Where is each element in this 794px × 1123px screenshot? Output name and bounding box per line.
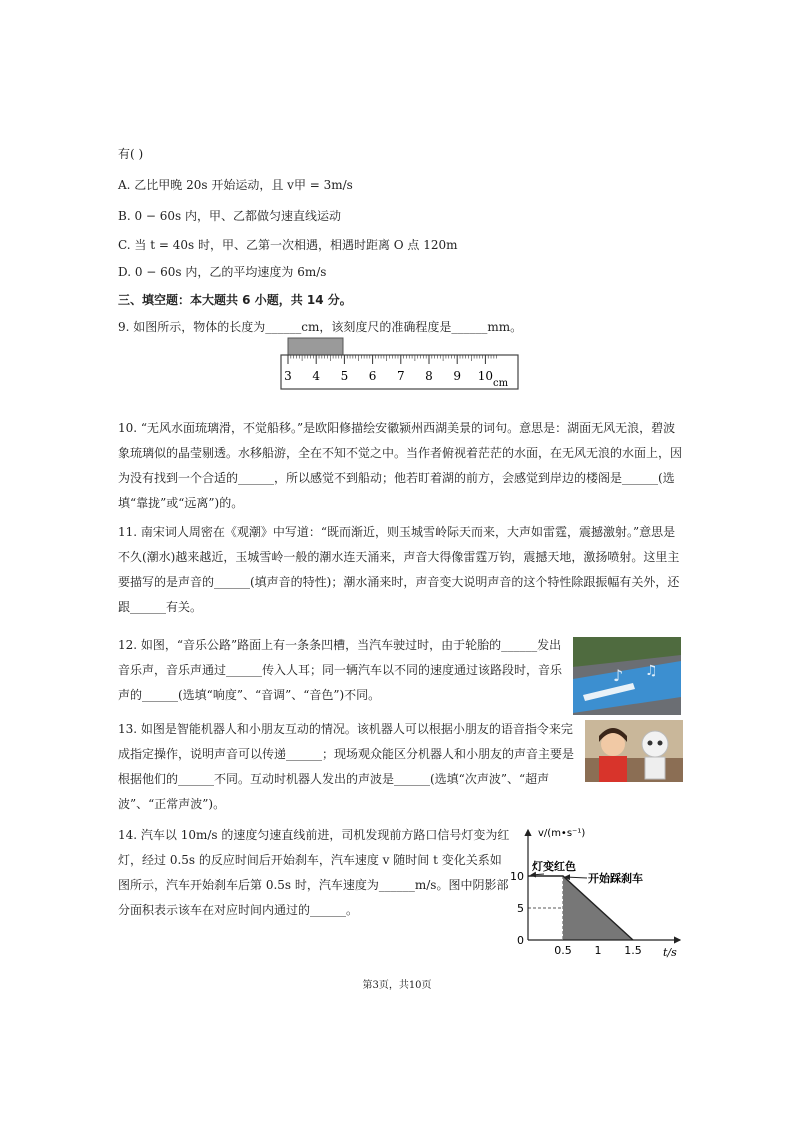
x-axis-label: t/s [663,946,677,959]
svg-text:♫: ♫ [645,663,658,679]
ruler-tick-label: 5 [340,369,349,383]
ruler-tick-label: 4 [312,369,321,383]
velocity-time-graph [500,824,690,964]
robot-child-photo [585,720,683,782]
y-tick-label: 0 [517,934,524,947]
ruler-tick-label: 7 [396,369,405,383]
annotation-light-red: 灯变红色 [532,860,576,873]
q9-text: 9. 如图所示，物体的长度为______cm，该刻度尺的准确程度是______mm。 [118,320,523,334]
q12-text: 12. 如图，“音乐公路”路面上有一条条凹槽，当汽车驶过时，由于轮胎的______发出音乐声，音乐声通过______传入人耳；同一辆汽车以不同的速度通过该路段时，音乐声的______(选填“响度”、“音调”、“音色”)不同。 [118,638,563,702]
x-tick-label: 1 [594,944,602,957]
q8-option-b: B. 0 − 60s 内，甲、乙都做匀速直线运动 [118,209,342,223]
y-tick-label: 10 [510,870,524,883]
ruler-figure [280,336,520,392]
section-3-title: 三、填空题：本大题共 6 小题，共 14 分。 [118,293,352,307]
annotation-light-red-arrow [531,874,544,875]
ruler-tick-label: 9 [453,369,462,383]
annotation-start-braking-arrow [565,877,587,878]
page-footer: 第3页，共10页 [362,980,432,991]
music-road-photo [573,637,681,715]
q8-stem-tail: 有( ) [118,147,144,161]
y-tick-label: 5 [517,902,524,915]
ruler-tick-label: 3 [284,369,292,383]
y-axis-label: v/(m•s⁻¹) [538,828,586,839]
svg-text:♪: ♪ [613,666,624,685]
ruler-tick-label: 6 [368,369,377,383]
q8-option-d: D. 0 − 60s 内，乙的平均速度为 6m/s [118,265,327,279]
annotation-start-braking: 开始踩刹车 [588,872,643,885]
ruler-tick-label: 10 [477,369,494,383]
q8-option-c: C. 当 t = 40s 时，甲、乙第一次相遇，相遇时距离 O 点 120m [118,238,458,252]
ruler-tick-label: 8 [425,369,433,383]
measured-object [288,338,343,355]
q8-option-a: A. 乙比甲晚 20s 开始运动，且 v甲 = 3m/s [118,178,353,192]
q11-text: 11. 南宋词人周密在《观潮》中写道：“既而渐近，则玉城雪岭际天而来，大声如雷霆，震撼激射。”意思是不久(潮水)越来越近，玉城雪岭一般的潮水连天涌来，声音大得像雷霆万钧，震撼天地，激扬喷射。这里主要描写的是声音的______(填声音的特性)；潮水涌来时，声音变大说明声音的这个特性除跟振幅有关外，还跟______有关。 [118,525,680,614]
q14-text: 14. 汽车以 10m/s 的速度匀速直线前进，司机发现前方路口信号灯变为红灯，经过 0.5s 的反应时间后开始刹车，汽车速度 v 随时间 t 变化关系如图所示，汽车开始刹车后第 0.5s 时，汽车速度为______m/s。图中阴影部分面积表示该车在对应时间内通过的______。 [118,828,510,917]
x-tick-label: 0.5 [554,944,572,957]
q13-text: 13. 如图是智能机器人和小朋友互动的情况。该机器人可以根据小朋友的语音指令来完成指定操作，说明声音可以传递______；现场观众能区分机器人和小朋友的声音主要是根据他们的______不同。互动时机器人发出的声波是______(选填“次声波”、“超声波”、“正常声波”)。 [118,722,575,811]
ruler-unit: cm [493,378,509,389]
q10-text: 10. “无风水面琉璃滑，不觉船移。”是欧阳修描绘安徽颍州西湖美景的词句。意思是：湖面无风无浪，碧波象琉璃似的晶莹剔透。水移船游，全在不知不觉之中。当作者俯视着茫茫的水面，在无风无浪的水面上，因为没有找到一个合适的______，所以感觉不到船动；他若盯着湖的前方，会感觉到岸边的楼阁是______(选填“靠拢”或“远离”)的。 [118,421,683,510]
x-tick-label: 1.5 [624,944,642,957]
